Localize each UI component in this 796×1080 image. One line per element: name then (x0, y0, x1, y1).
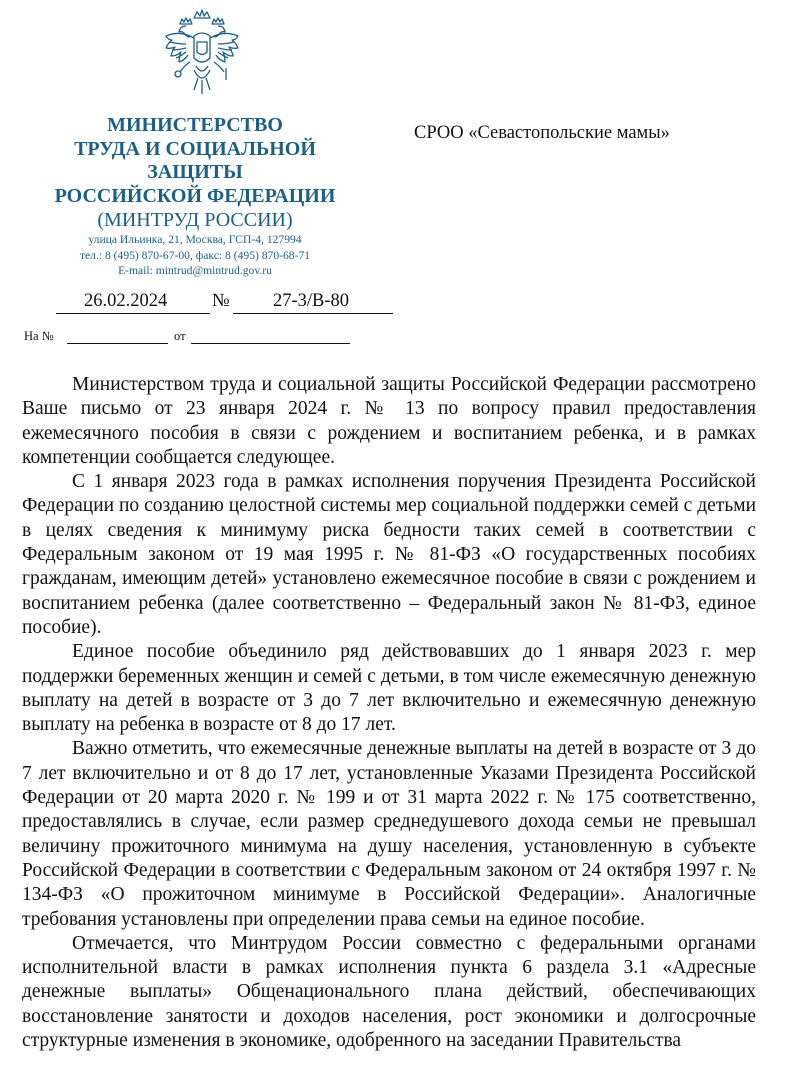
paragraph-2: С 1 января 2023 года в рамках исполнения поручения Президента Российской Федерации по созданию целостной системы мер социальной поддержки семей с детьми в целях сведения к минимуму риска бедности таких семей в соответствии с Федеральным законом от 19 мая 1995 г. № 81-ФЗ «О государственных пособиях гражданам, имеющим детей» установлено ежемесячное пособие в связи с рождением и воспитанием ребенка (далее соответственно – Федеральный закон № 81-ФЗ, единое пособие). (22, 471, 756, 638)
letter-body (22, 373, 756, 1053)
ministry-header (40, 114, 350, 279)
ministry-phones: тел.: 8 (495) 870-67-00, факс: 8 (495) 870-68-71 (79, 248, 311, 262)
ministry-name-line-1: МИНИСТЕРСТВО (107, 114, 283, 136)
ministry-name-line-4: РОССИЙСКОЙ ФЕДЕРАЦИИ (54, 184, 336, 207)
ref-date-underline (191, 343, 350, 344)
ref-from: от (174, 329, 186, 343)
ministry-name-line-2: ТРУДА И СОЦИАЛЬНОЙ (74, 137, 316, 160)
letter-number: 27-3/В-80 (273, 291, 350, 311)
date-underline (56, 313, 210, 314)
ref-number-underline (67, 343, 168, 344)
ministry-email: E-mail: mintrud@mintrud.gov.ru (118, 264, 272, 277)
paragraph-4: Важно отметить, что ежемесячные денежные выплаты на детей в возрасте от 3 до 7 лет включительно и от 8 до 17 лет, установленные Указами Президента Российской Федерации от 20 марта 2020 г. № 199 и от 31 марта 2022 г. № 175 соответственно, предоставлялись в случае, если размер среднедушевого дохода семьи не превышал величину прожиточного минимума на душу населения, установленную в субъекте Российской Федерации в соответствии с Федеральным законом от 24 октября 1997 г. № 134-ФЗ «О прожиточном минимуме в Российской Федерации». Аналогичные требования установлены при определении права семьи на единое пособие. (22, 738, 756, 930)
russian-coat-of-arms-icon (160, 4, 244, 108)
number-underline (233, 313, 393, 314)
ref-prefix: На № (24, 329, 54, 343)
paragraph-1: Министерством труда и социальной защиты Российской Федерации рассмотрено Ваше письмо от 23 января 2024 г. № 13 по вопросу правил предоставления ежемесячного пособия в связи с рождением и воспитанием ребенка, и в рамках компетенции сообщается следующее. (22, 374, 756, 468)
ministry-address: улица Ильинка, 21, Москва, ГСП-4, 127994 (88, 233, 302, 246)
addressee: СРОО «Севастопольские мамы» (414, 123, 670, 143)
paragraph-3: Единое пособие объединило ряд действовавших до 1 января 2023 г. мер поддержки беременных женщин и семей с детьми, в том числе ежемесячную денежную выплату на детей в возрасте от 3 до 7 лет включительно и ежемесячную денежную выплату на ребенка в возрасте от 8 до 17 лет. (22, 641, 756, 736)
paragraph-5: Отмечается, что Минтрудом России совместно с федеральными органами исполнительной власти в рамках исполнения пункта 6 раздела 3.1 «Адресные денежные выплаты» Общенационального плана действий, обеспечивающих восстановление занятости и доходов населения, рост экономики и долгосрочные структурные изменения в экономике, одобренного на заседании Правительства (22, 932, 756, 1052)
letter-date: 26.02.2024 (84, 291, 168, 311)
ministry-name-line-3: ЗАЩИТЫ (147, 161, 243, 183)
ministry-short-name: (МИНТРУД РОССИИ) (97, 209, 293, 231)
number-sign: № (212, 291, 230, 311)
